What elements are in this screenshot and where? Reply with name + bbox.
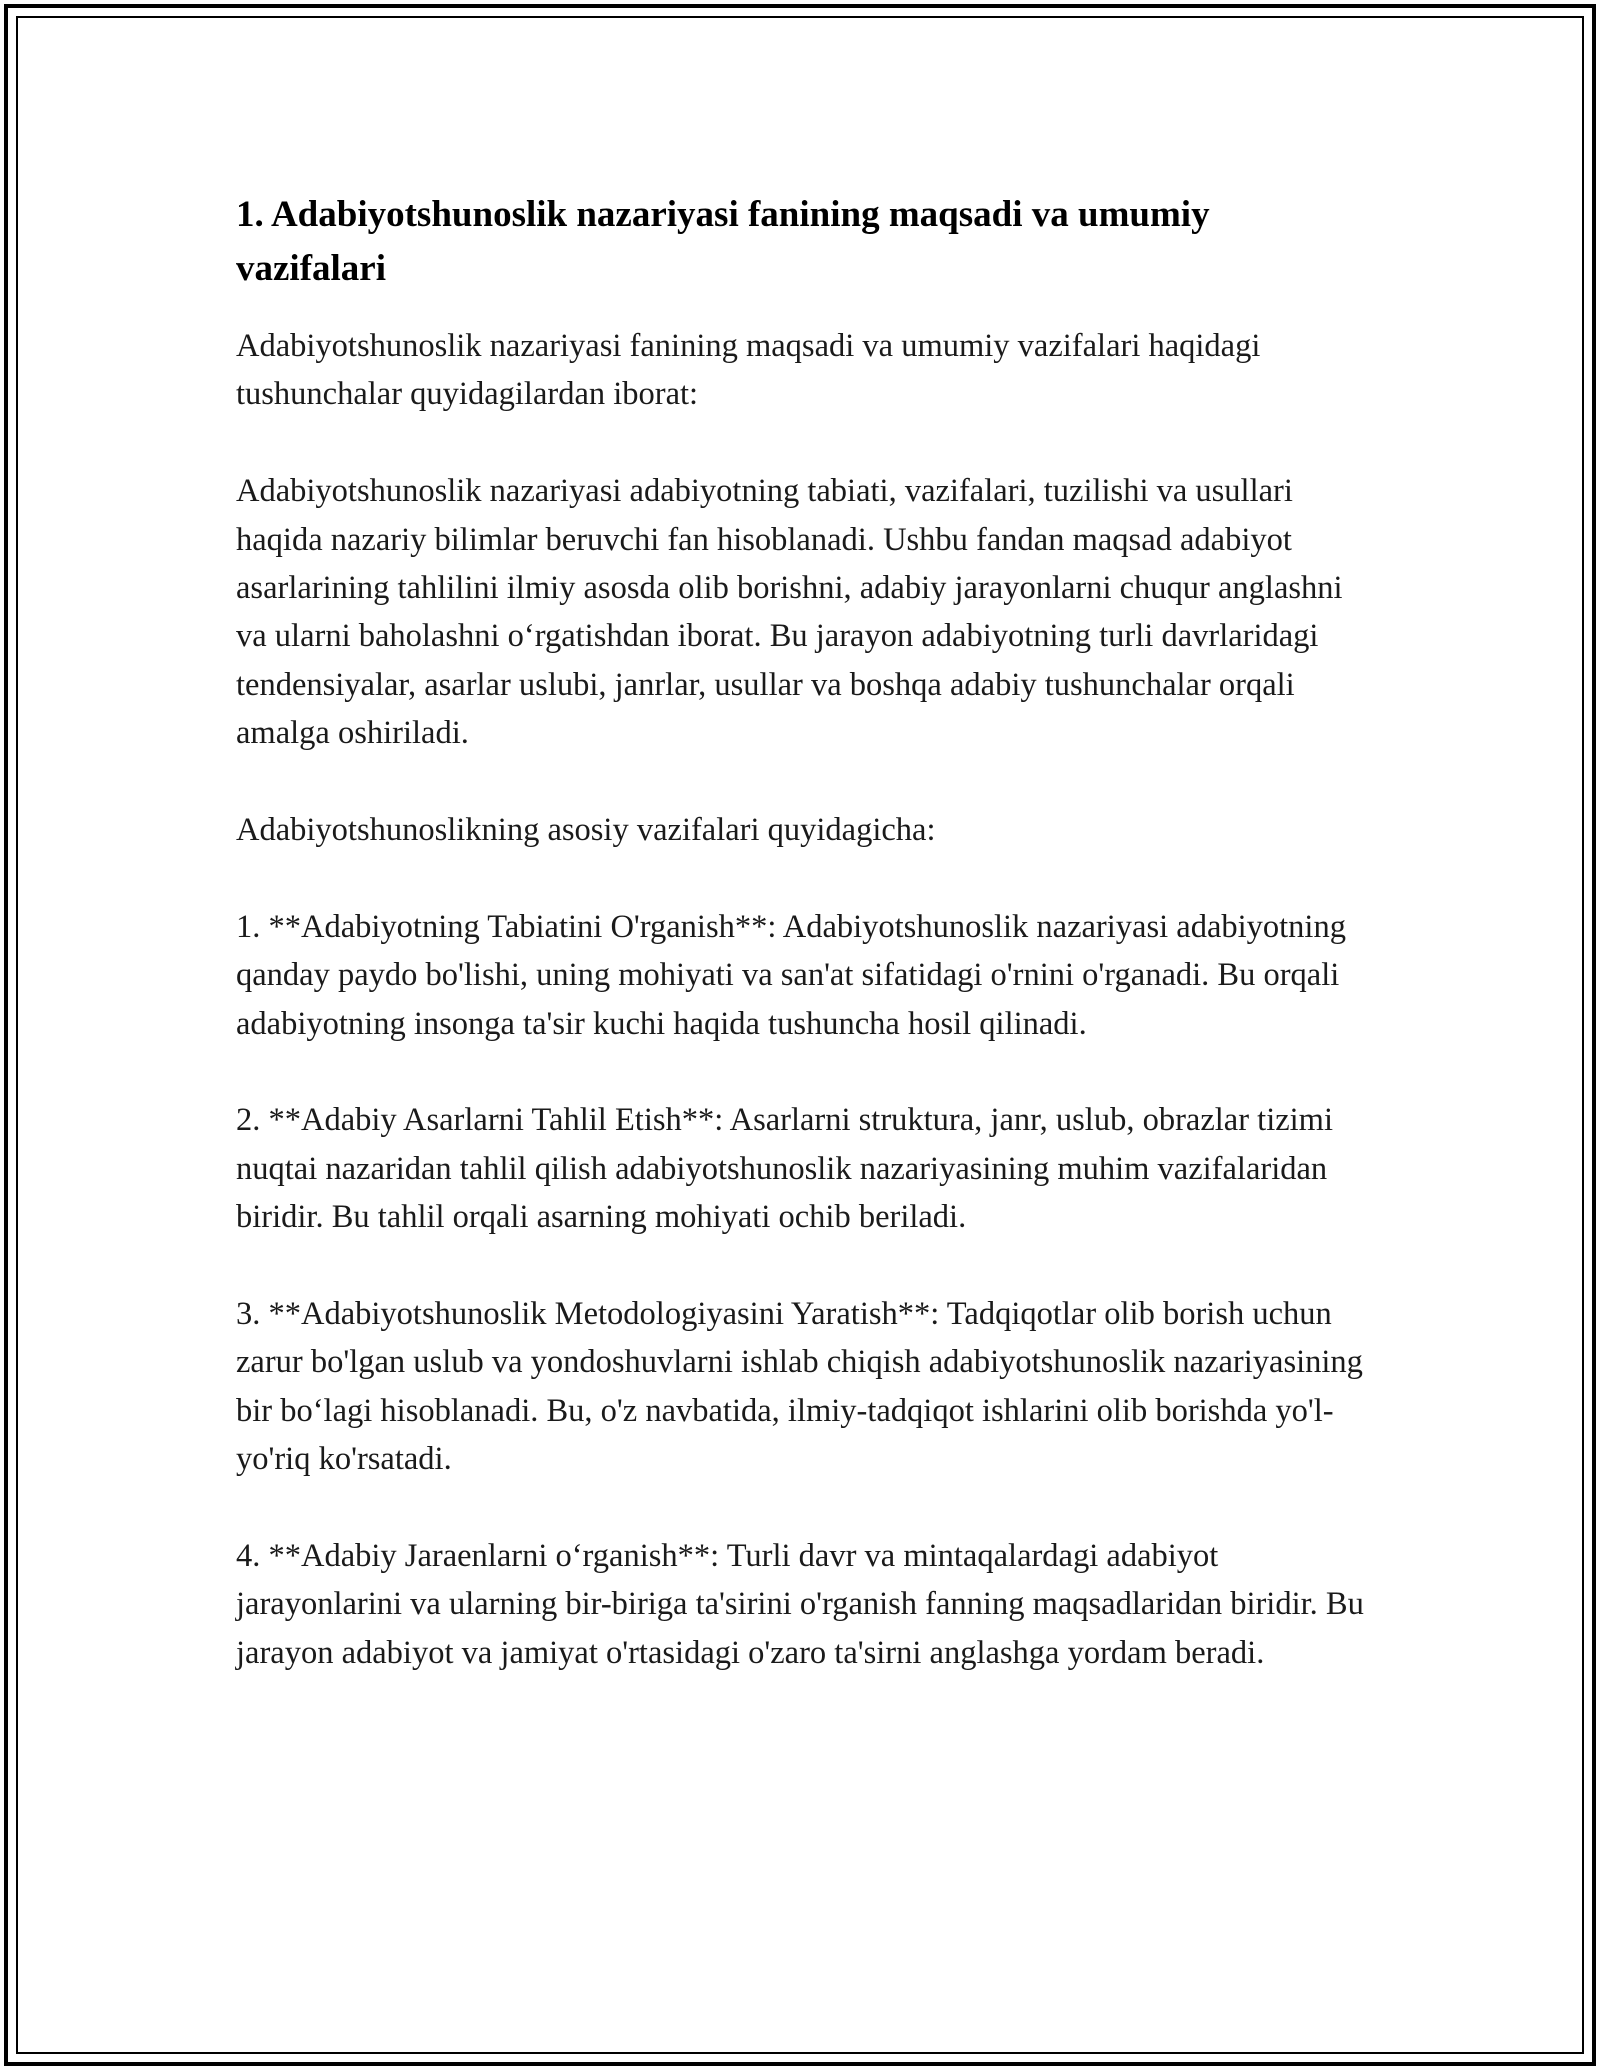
tasks-heading-paragraph: Adabiyotshunoslikning asosiy vazifalari quyidagicha:: [236, 812, 936, 849]
document-title: 1. Adabiyotshunoslik nazariyasi fanining maqsadi va umumiy vazifalari: [236, 194, 1210, 289]
intro-paragraph: Adabiyotshunoslik nazariyasi fanining maqsadi va umumiy vazifalari haqidagi tushunchalar quyidagilardan iborat:: [236, 328, 1261, 413]
task-item-3: 3. **Adabiyotshunoslik Metodologiyasini Yaratish**: Tadqiqotlar olib borish uchun zarur bo'lgan uslub va yondoshuvlarni ishlab chiqish adabiyotshunoslik nazariyasining bir bo‘lagi hisoblanadi. Bu, o'z navbatida, ilmiy-tadqiqot ishlarini olib borishda yo'l-yo'riq ko'rsatadi.: [236, 1296, 1363, 1478]
definition-paragraph: Adabiyotshunoslik nazariyasi adabiyotning tabiati, vazifalari, tuzilishi va usullari haqida nazariy bilimlar beruvchi fan hisoblanadi. Ushbu fandan maqsad adabiyot asarlarining tahlilini ilmiy asosda olib borishni, adabiy jarayonlarni chuqur anglashni va ularni baholashni o‘rgatishdan iborat. Bu jarayon adabiyotning turli davrlaridagi tendensiyalar, asarlar uslubi, janrlar, usullar va boshqa adabiy tushunchalar orqali amalga oshiriladi.: [236, 473, 1343, 752]
document-body: [236, 188, 1366, 1677]
task-item-2: 2. **Adabiy Asarlarni Tahlil Etish**: Asarlarni struktura, janr, uslub, obrazlar tizimi nuqtai nazaridan tahlil qilish adabiyotshunoslik nazariyasining muhim vazifalaridan biridir. Bu tahlil orqali asarning mohiyati ochib beriladi.: [236, 1102, 1333, 1236]
task-item-1: 1. **Adabiyotning Tabiatini O'rganish**: Adabiyotshunoslik nazariyasi adabiyotning qanday paydo bo'lishi, uning mohiyati va san'at sifatidagi o'rnini o'rganadi. Bu orqali adabiyotning insonga ta'sir kuchi haqida tushuncha hosil qilinadi.: [236, 908, 1346, 1042]
task-item-4: 4. **Adabiy Jaraenlarni o‘rganish**: Turli davr va mintaqalardagi adabiyot jarayonlarini va ularning bir-biriga ta'sirini o'rganish fanning maqsadlaridan biridir. Bu jarayon adabiyot va jamiyat o'rtasidagi o'zaro ta'sirni anglashga yordam beradi.: [236, 1538, 1364, 1671]
